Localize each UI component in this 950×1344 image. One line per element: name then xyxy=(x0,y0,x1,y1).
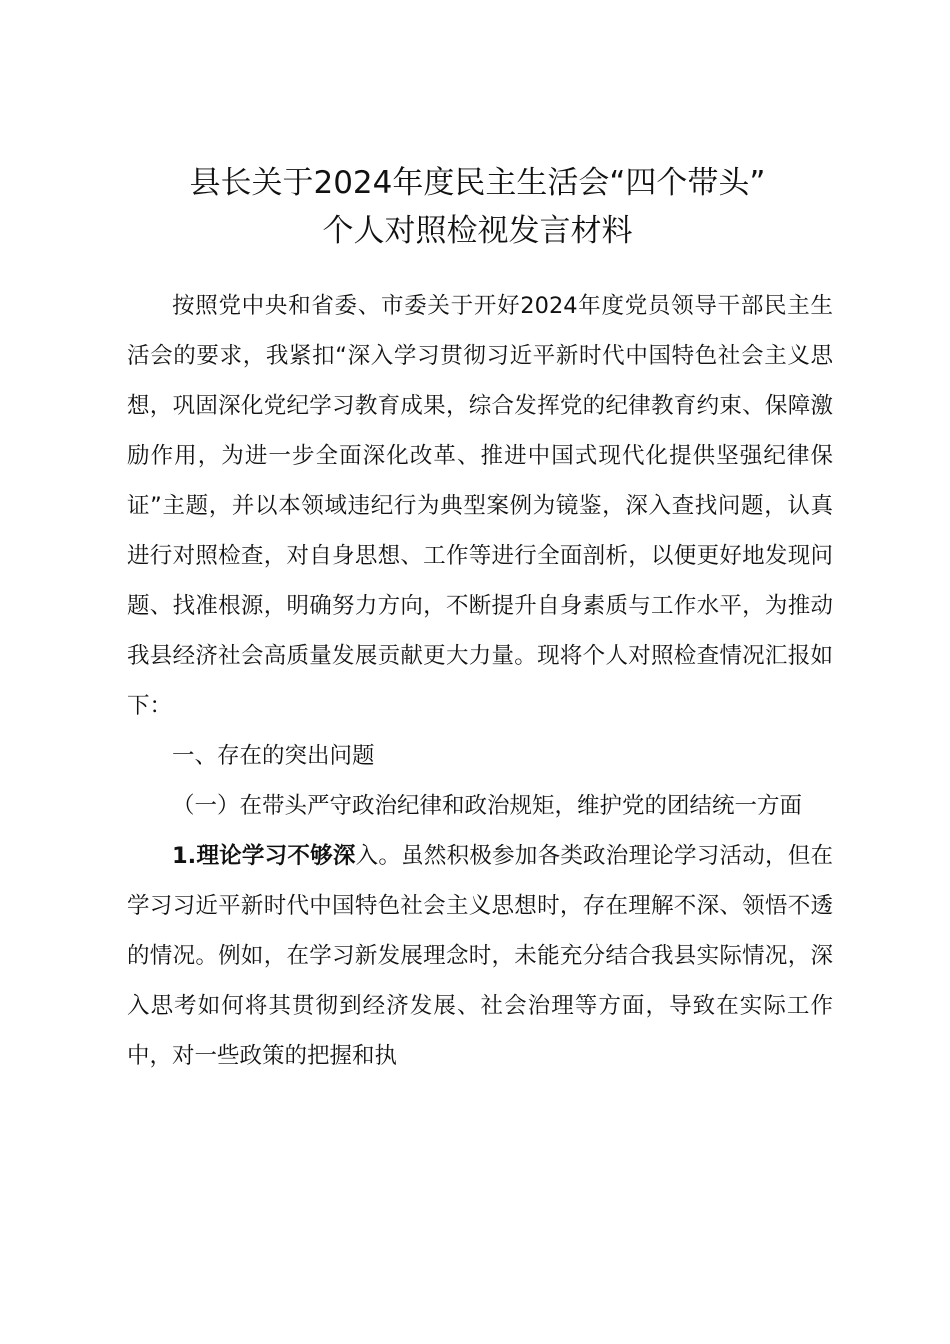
subsection-heading: （一）在带头严守政治纪律和政治规矩，维护党的团结统一方面 xyxy=(172,793,803,819)
document-body xyxy=(127,281,833,1081)
document-title-line-1: 县长关于2024年度民主生活会“四个带头” xyxy=(189,165,766,201)
item-lead: 1.理论学习不够深 xyxy=(172,843,356,869)
item-paragraph xyxy=(127,831,833,1081)
intro-paragraph: 按照党中央和省委、市委关于开好2024年度党员领导干部民主生活会的要求，我紧扣“深入学习贯彻习近平新时代中国特色社会主义思想，巩固深化党纪学习教育成果，综合发挥党的纪律教育约束、保障激励作用，为进一步全面深化改革、推进中国式现代化提供坚强纪律保证”主题，并以本领域违纪行为典型案例为镜鉴，深入查找问题，认真进行对照检查，对自身思想、工作等进行全面剖析，以便更好地发现问题、找准根源，明确努力方向，不断提升自身素质与工作水平，为推动我县经济社会高质量发展贡献更大力量。现将个人对照检查情况汇报如下： xyxy=(127,293,833,719)
section-heading: 一、存在的突出问题 xyxy=(172,743,375,769)
item-text: 入。虽然积极参加各类政治理论学习活动，但在学习习近平新时代中国特色社会主义思想时，存在理解不深、领悟不透的情况。例如，在学习新发展理念时，未能充分结合我县实际情况，深入思考如何将其贯彻到经济发展、社会治理等方面，导致在实际工作中，对一些政策的把握和执 xyxy=(127,843,833,1069)
document-title-line-2: 个人对照检视发言材料 xyxy=(322,213,633,249)
